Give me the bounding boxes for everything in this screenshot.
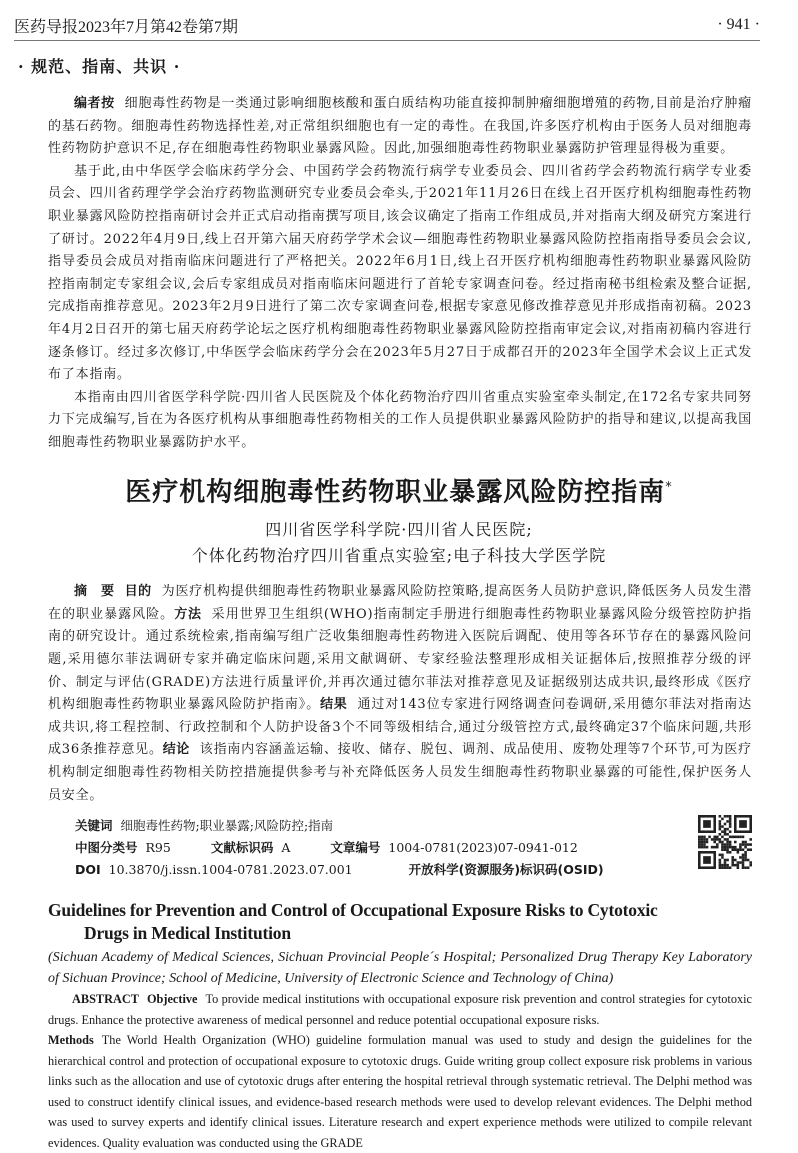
- methods-label: 方法: [174, 606, 202, 622]
- doi-row: [75, 859, 612, 881]
- objective-text: 为医疗机构提供细胞毒性药物职业暴露风险防控策略,提高医务人员防护意识,降低医务人员发生潜在的职业暴露风险。: [48, 584, 752, 622]
- doi-label: DOI: [75, 862, 101, 878]
- osid-label: 开放科学(资源服务)标识码(OSID): [408, 862, 604, 878]
- english-affiliation: (Sichuan Academy of Medical Sciences, Sichuan Provincial People´s Hospital; Personalized Drug Therapy Key Laboratory of Sichuan Province; School of Medicine, University of Electronic Science and Technology of China): [48, 950, 752, 987]
- english-objective-label: Objective: [146, 992, 198, 1007]
- affiliation: 个体化药物治疗四川省重点实验室;电子科技大学医学院: [191, 546, 607, 566]
- metadata-rows: [75, 815, 612, 881]
- english-methods-label: Methods: [48, 1033, 94, 1048]
- editor-note: [48, 93, 752, 455]
- page-number: · 941 ·: [717, 16, 760, 33]
- keywords: [75, 815, 612, 837]
- running-header: [14, 0, 760, 41]
- english-objective-text: To provide medical institutions with occupational exposure risk prevention and control strategies for cytotoxic drugs. Enhance the protective awareness of medical personnel and reduce potential occupational exposure risks.: [48, 992, 752, 1027]
- english-title-line: Guidelines for Prevention and Control of Occupational Exposure Risks to Cytotoxic: [48, 900, 658, 921]
- editor-note-label: 编者按: [74, 96, 115, 111]
- keywords-label: 关键词: [75, 818, 113, 834]
- results-label: 结果: [320, 697, 348, 713]
- title-footnote-mark: *: [665, 479, 673, 495]
- title-text: 医疗机构细胞毒性药物职业暴露风险防控指南: [125, 477, 666, 508]
- editor-note-paragraph: 本指南由四川省医学科学院·四川省人民医院及个体化药物治疗四川省重点实验室牵头制定,在172名专家共同努力下完成编写,旨在为各医疗机构从事细胞毒性药物相关的工作人员提供职业暴露风险防护的指导和建议,以提高我国细胞毒性药物职业暴露防护水平。: [48, 389, 752, 450]
- section-label: · 规范、指南、共识 ·: [18, 57, 181, 76]
- article-metadata: [75, 815, 752, 881]
- english-title: [48, 899, 752, 945]
- classification-row: [75, 837, 612, 859]
- editor-note-paragraph: 细胞毒性药物是一类通过影响细胞核酸和蛋白质结构功能直接抑制肿瘤细胞增殖的药物,目前是治疗肿瘤的基石药物。细胞毒性药物选择性差,对正常组织细胞也有一定的毒性。在我国,许多医疗机构由于医务人员对细胞毒性药物防护意识不足,存在细胞毒性药物职业暴露风险。因此,加强细胞毒性药物职业暴露防护管理显得极为重要。: [48, 96, 752, 157]
- conclusion-label: 结论: [162, 742, 190, 758]
- doc-code-value: A: [281, 840, 291, 856]
- keywords-text: 细胞毒性药物;职业暴露;风险防控;指南: [120, 818, 334, 834]
- english-title-line: Drugs in Medical Institution: [84, 923, 291, 944]
- journal-issue: 医药导报2023年7月第42卷第7期: [14, 18, 239, 36]
- article-number-value: 1004-0781(2023)07-0941-012: [388, 840, 578, 856]
- methods-text: 采用世界卫生组织(WHO)指南制定手册进行细胞毒性药物职业暴露风险分级管控防护指南的研究设计。通过系统检索,指南编写组广泛收集细胞毒性药物进入医院后调配、使用等各环节存在的暴露风险问题,采用德尔菲法调研专家并确定临床问题,采用文献调研、专家经验法整理形成相关证据体后,按照推荐分级的评价、制定与评估(GRADE)方法进行质量评价,并再次通过德尔菲法对推荐意见及证据级别达成共识,最终形成《医疗机构细胞毒性药物职业暴露风险防护指南》。: [48, 606, 752, 713]
- clc-value: R95: [145, 840, 171, 856]
- english-abstract-label: ABSTRACT: [72, 992, 139, 1007]
- paper-title: [0, 471, 798, 510]
- qr-code-icon: [698, 815, 752, 869]
- article-number-label: 文章编号: [330, 840, 381, 856]
- chinese-abstract: [48, 581, 752, 807]
- conclusion-text: 该指南内容涵盖运输、接收、储存、脱包、调剂、成品使用、废物处理等7个环节,可为医疗机构制定细胞毒性药物相关防控措施提供参考与补充降低医务人员发生细胞毒性药物职业暴露的可能性,保护医务人员安全。: [48, 742, 752, 803]
- doi-value: 10.3870/j.issn.1004-0781.2023.07.001: [108, 862, 353, 878]
- clc-label: 中图分类号: [75, 840, 138, 856]
- abstract-label: 摘 要: [74, 584, 115, 600]
- objective-label: 目的: [124, 584, 152, 600]
- affiliation: 四川省医学科学院·四川省人民医院;: [265, 520, 533, 540]
- results-text: 通过对143位专家进行网络调查问卷调研,采用德尔菲法对指南达成共识,将工程控制、行政控制和个人防护设备3个不同等级相结合,通过分级管控方式,最终确定37个临床问题,共形成36条推荐意见。: [48, 697, 752, 758]
- doc-code-label: 文献标识码: [210, 840, 274, 856]
- editor-note-paragraph: 基于此,由中华医学会临床药学分会、中国药学会药物流行病学专业委员会、四川省药学会药物流行病学专业委员会、四川省药理学学会治疗药物监测研究专业委员会牵头,于2021年11月26日在线上召开医疗机构细胞毒性药物职业暴露风险防控指南研讨会并正式启动指南撰写项目,该会议确定了指南工作组成员,并对指南大纲及研究方案进行了研讨。2022年4月9日,线上召开第六届天府药学学术会议—细胞毒性药物职业暴露风险防控指南指导委员会会议,指导委员会成员对指南临床问题进行了严格把关。2022年6月1日,线上召开医疗机构细胞毒性药物职业暴露风险防控指南制定专家组会议,会后专家组成员对指南临床问题进行了首轮专家调查问卷。经过指南秘书组检索及整合证据,完成指南推荐意见。2023年2月9日进行了第二次专家调查问卷,根据专家意见修改推荐意见并形成指南初稿。2023年4月2日召开的第七届天府药学论坛之医疗机构细胞毒性药物职业暴露风险防控指南审定会议,对指南初稿内容进行逐条修订。经过多次修订,中华医学会临床药学分会在2023年5月27日于成都召开的2023年全国学术会议上正式发布了本指南。: [48, 163, 752, 383]
- english-methods-text: The World Health Organization (WHO) guideline formulation manual was used to study and design the guidelines for the hierarchical control and protection of occupational exposure to cytotoxic drugs. Guide writing group collect exposure risk problems in various links such as the allocation and use of cytotoxic drugs after entering the hospital retrieval through systematic retrieval. The Delphi method was used to construct identify clinical issues, and evidence-based research methods were used to develop relevant evidences. The Delphi method was used to survey experts and identify clinical issues. Literature research and expert experience methods were utilized to compile relevant evidences. Quality evaluation was conducted using the GRADE: [48, 1033, 752, 1150]
- english-abstract: [48, 989, 752, 1153]
